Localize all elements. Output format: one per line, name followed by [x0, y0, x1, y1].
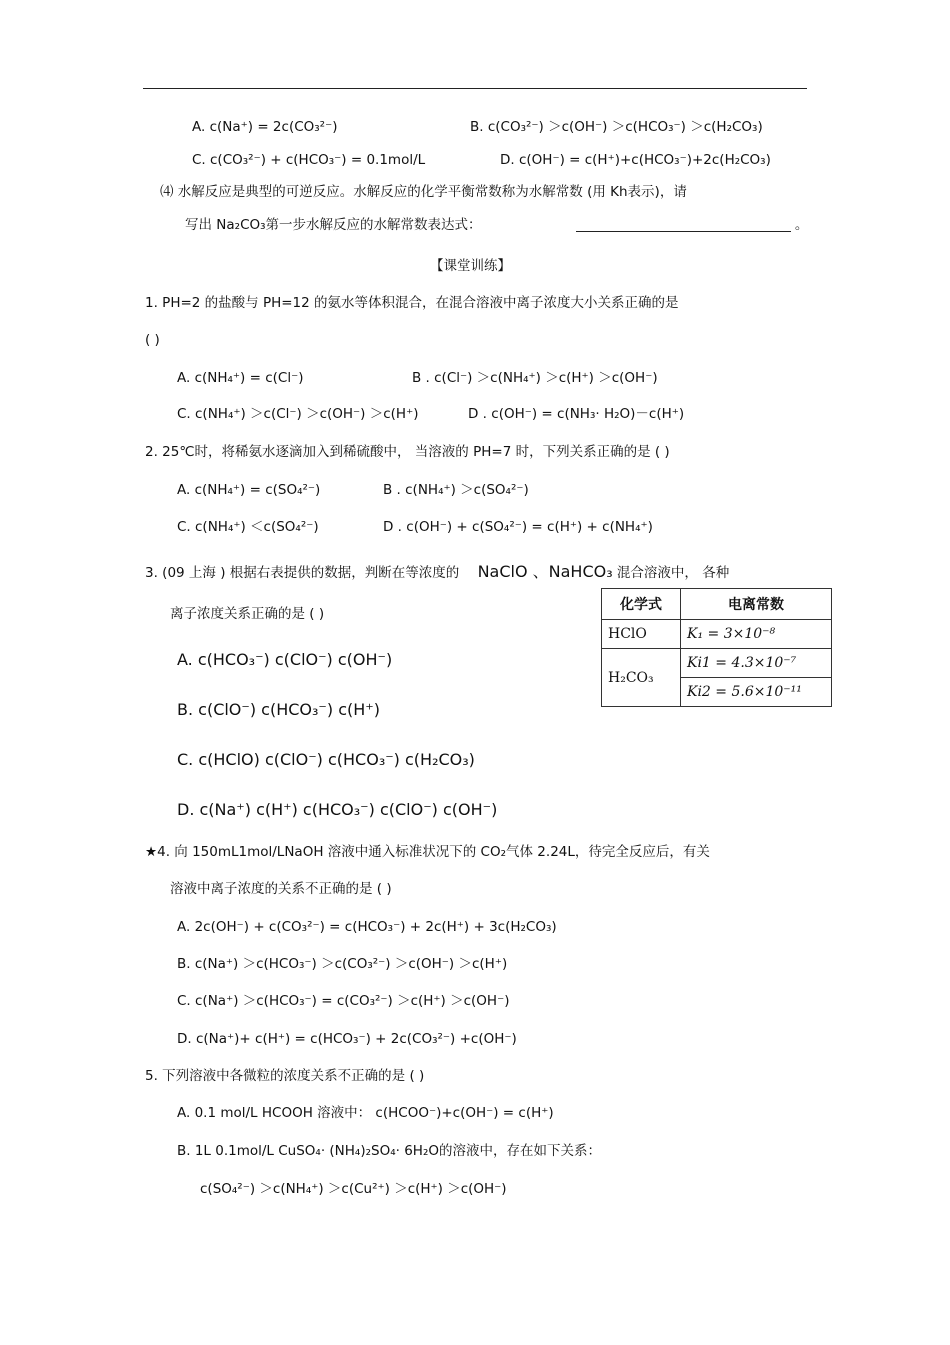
q3-option-b: B. c(ClO⁻) c(HCO₃⁻) c(H⁺) — [177, 700, 380, 719]
q3-stem-formula: NaClO 、NaHCO₃ — [477, 562, 613, 581]
q4-option-d: D. c(Na⁺)+ c(H⁺) = c(HCO₃⁻) + 2c(CO₃²⁻) +c(OH⁻) — [177, 1031, 517, 1047]
q3-option-c: C. c(HClO) c(ClO⁻) c(HCO₃⁻) c(H₂CO₃) — [177, 750, 475, 769]
header-rule — [143, 88, 807, 89]
part4-line1: ⑷ 水解反应是典型的可逆反应。水解反应的化学平衡常数称为水解常数 (用 Kh表示)，请 — [160, 184, 687, 200]
prev-option-d: D. c(OH⁻) = c(H⁺)+c(HCO₃⁻)+2c(H₂CO₃) — [500, 152, 771, 168]
part4-text: 写出 Na₂CO₃第一步水解反应的水解常数表达式： — [185, 217, 482, 233]
q1-stem: 1. PH=2 的盐酸与 PH=12 的氨水等体积混合，在混合溶液中离子浓度大小关系正确的是 — [145, 295, 679, 311]
q4-option-c: C. c(Na⁺) ＞c(HCO₃⁻) = c(CO₃²⁻) ＞c(H⁺) ＞c(OH⁻) — [177, 993, 510, 1009]
q4-option-b: B. c(Na⁺) ＞c(HCO₃⁻) ＞c(CO₃²⁻) ＞c(OH⁻) ＞c(H⁺) — [177, 956, 508, 972]
answer-blank[interactable] — [576, 217, 791, 232]
q3-stem2: 离子浓度关系正确的是 ( ) — [170, 606, 325, 622]
q4-option-a: A. 2c(OH⁻) + c(CO₃²⁻) = c(HCO₃⁻) + 2c(H⁺) + 3c(H₂CO₃) — [177, 919, 557, 935]
q5-option-b-relation: c(SO₄²⁻) ＞c(NH₄⁺) ＞c(Cu²⁺) ＞c(H⁺) ＞c(OH⁻) — [200, 1181, 507, 1197]
q1-option-a: A. c(NH₄⁺) = c(Cl⁻) — [177, 370, 304, 386]
q2-option-b: B . c(NH₄⁺) ＞c(SO₄²⁻) — [383, 482, 529, 498]
q2-stem: 2. 25℃时，将稀氨水逐滴加入到稀硫酸中， 当溶液的 PH=7 时，下列关系正确的是 ( ) — [145, 444, 670, 460]
table-row-h2co3-constant2: Ki2 = 5.6×10⁻¹¹ — [681, 678, 832, 707]
table-row-h2co3-formula: H₂CO₃ — [602, 649, 681, 707]
q2-option-d: D . c(OH⁻) + c(SO₄²⁻) = c(H⁺) + c(NH₄⁺) — [383, 519, 653, 535]
q3-option-a: A. c(HCO₃⁻) c(ClO⁻) c(OH⁻) — [177, 650, 393, 669]
q5-stem: 5. 下列溶液中各微粒的浓度关系不正确的是 ( ) — [145, 1068, 425, 1084]
prev-option-b: B. c(CO₃²⁻) ＞c(OH⁻) ＞c(HCO₃⁻) ＞c(H₂CO₃) — [470, 119, 763, 135]
prev-option-a: A. c(Na⁺) = 2c(CO₃²⁻) — [192, 119, 338, 135]
q5-option-a: A. 0.1 mol/L HCOOH 溶液中： c(HCOO⁻)+c(OH⁻) = c(H⁺) — [177, 1105, 554, 1121]
q4-stem2: 溶液中离子浓度的关系不正确的是 ( ) — [170, 881, 392, 897]
ionization-constant-table — [601, 588, 832, 707]
part4-line2 — [185, 216, 808, 234]
q2-option-c: C. c(NH₄⁺) ＜c(SO₄²⁻) — [177, 519, 319, 535]
table-header-formula: 化学式 — [602, 589, 681, 620]
table-row-hclo-formula: HClO — [602, 620, 681, 649]
table-row-hclo-constant: K₁ = 3×10⁻⁸ — [681, 620, 832, 649]
q1-option-b: B . c(Cl⁻) ＞c(NH₄⁺) ＞c(H⁺) ＞c(OH⁻) — [412, 370, 658, 386]
prev-option-c: C. c(CO₃²⁻) + c(HCO₃⁻) = 0.1mol/L — [192, 152, 426, 168]
q1-paren: ( ) — [145, 332, 160, 348]
table-header-constant: 电离常数 — [681, 589, 832, 620]
section-title: 【课堂训练】 — [430, 258, 511, 274]
q3-stem-b: 混合溶液中， 各种 — [616, 565, 730, 581]
q1-option-c: C. c(NH₄⁺) ＞c(Cl⁻) ＞c(OH⁻) ＞c(H⁺) — [177, 406, 419, 422]
q3-stem-a: 3. (09 上海 ) 根据右表提供的数据，判断在等浓度的 — [145, 565, 460, 581]
q3-option-d: D. c(Na⁺) c(H⁺) c(HCO₃⁻) c(ClO⁻) c(OH⁻) — [177, 800, 498, 819]
table-row-h2co3-constant1: Ki1 = 4.3×10⁻⁷ — [681, 649, 832, 678]
q5-option-b: B. 1L 0.1mol/L CuSO₄· (NH₄)₂SO₄· 6H₂O的溶液中，存在如下关系： — [177, 1143, 601, 1159]
q2-option-a: A. c(NH₄⁺) = c(SO₄²⁻) — [177, 482, 321, 498]
part4-end: 。 — [794, 217, 809, 233]
q4-stem: ★4. 向 150mL1mol/LNaOH 溶液中通入标准状况下的 CO₂气体 2.24L，待完全反应后，有关 — [145, 844, 710, 860]
q3-stem — [145, 561, 729, 583]
q1-option-d: D . c(OH⁻) = c(NH₃· H₂O)－c(H⁺) — [468, 406, 685, 422]
